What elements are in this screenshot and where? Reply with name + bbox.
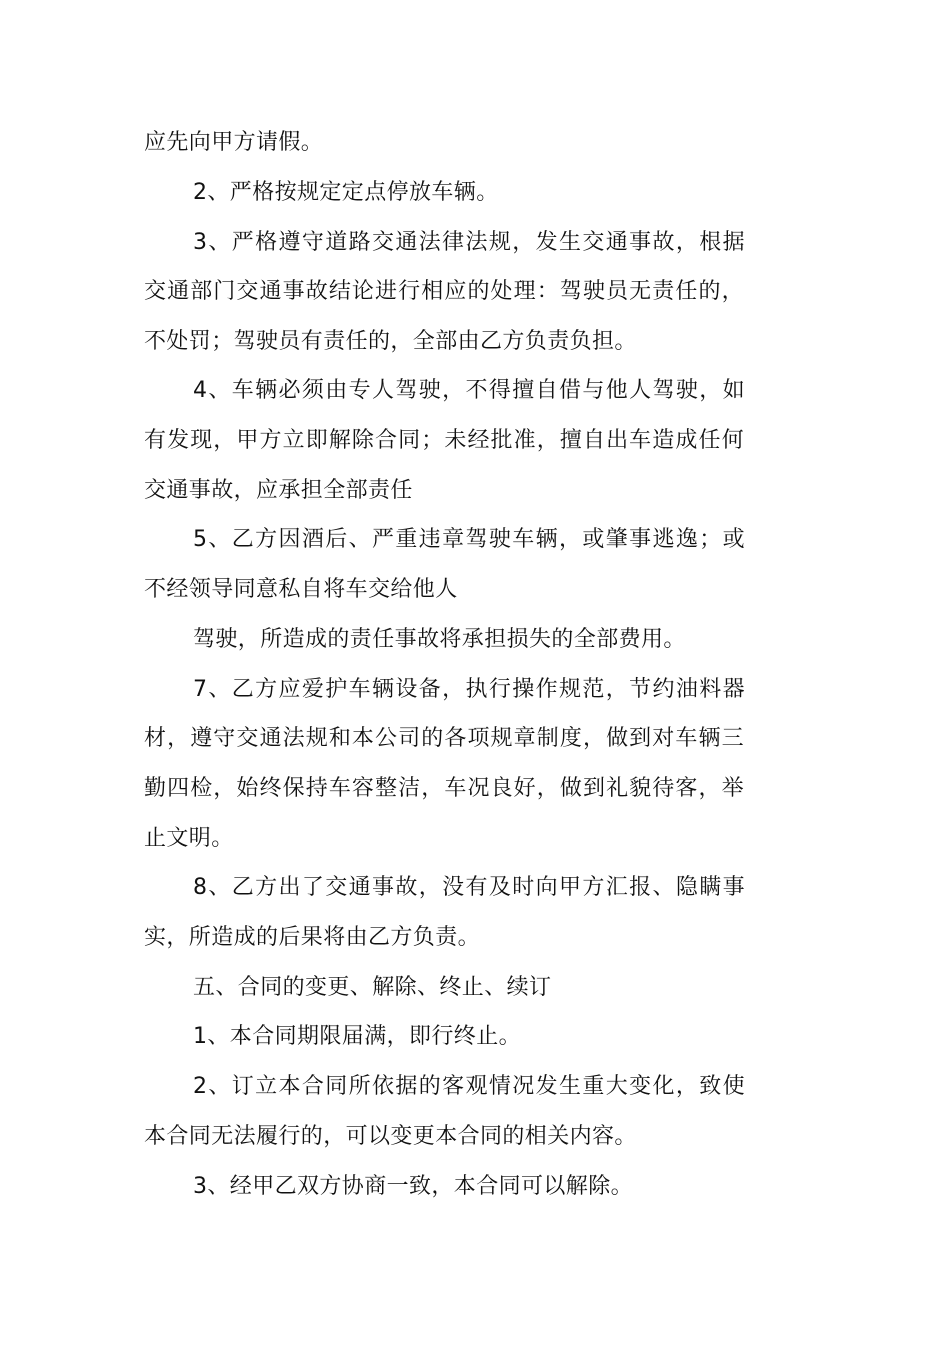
text-line: 4、车辆必须由专人驾驶，不得擅自借与他人驾驶，如	[193, 378, 745, 403]
text-line: 勤四检，始终保持车容整洁，车况良好，做到礼貌待客，举	[144, 776, 744, 801]
text-line: 1、本合同期限届满，即行终止。	[193, 1024, 521, 1049]
text-line: 实，所造成的后果将由乙方负责。	[144, 925, 481, 950]
text-line: 5、乙方因酒后、严重违章驾驶车辆，或肇事逃逸；或	[193, 527, 745, 552]
text-line: 应先向甲方请假。	[144, 130, 324, 155]
text-line: 不处罚；驾驶员有责任的，全部由乙方负责负担。	[144, 329, 637, 354]
text-line: 不经领导同意私自将车交给他人	[144, 577, 458, 602]
text-line: 有发现，甲方立即解除合同；未经批准，擅自出车造成任何	[144, 428, 744, 453]
text-line: 2、订立本合同所依据的客观情况发生重大变化，致使	[193, 1074, 745, 1099]
text-line: 驾驶，所造成的责任事故将承担损失的全部费用。	[193, 627, 686, 652]
text-line: 8、乙方出了交通事故，没有及时向甲方汇报、隐瞒事	[193, 875, 745, 900]
text-line: 2、严格按规定定点停放车辆。	[193, 180, 499, 205]
text-line: 7、乙方应爱护车辆设备，执行操作规范，节约油料器	[193, 677, 745, 702]
text-line: 本合同无法履行的，可以变更本合同的相关内容。	[144, 1124, 637, 1149]
text-line: 止文明。	[144, 826, 234, 851]
text-line: 材，遵守交通法规和本公司的各项规章制度，做到对车辆三	[144, 726, 744, 751]
text-line: 3、经甲乙双方协商一致，本合同可以解除。	[193, 1174, 633, 1199]
text-line: 交通部门交通事故结论进行相应的处理：驾驶员无责任的，	[144, 279, 744, 304]
text-line: 交通事故，应承担全部责任	[144, 478, 413, 503]
section-heading: 五、合同的变更、解除、终止、续订	[193, 975, 552, 1000]
text-line: 3、严格遵守道路交通法律法规，发生交通事故，根据	[193, 230, 745, 255]
